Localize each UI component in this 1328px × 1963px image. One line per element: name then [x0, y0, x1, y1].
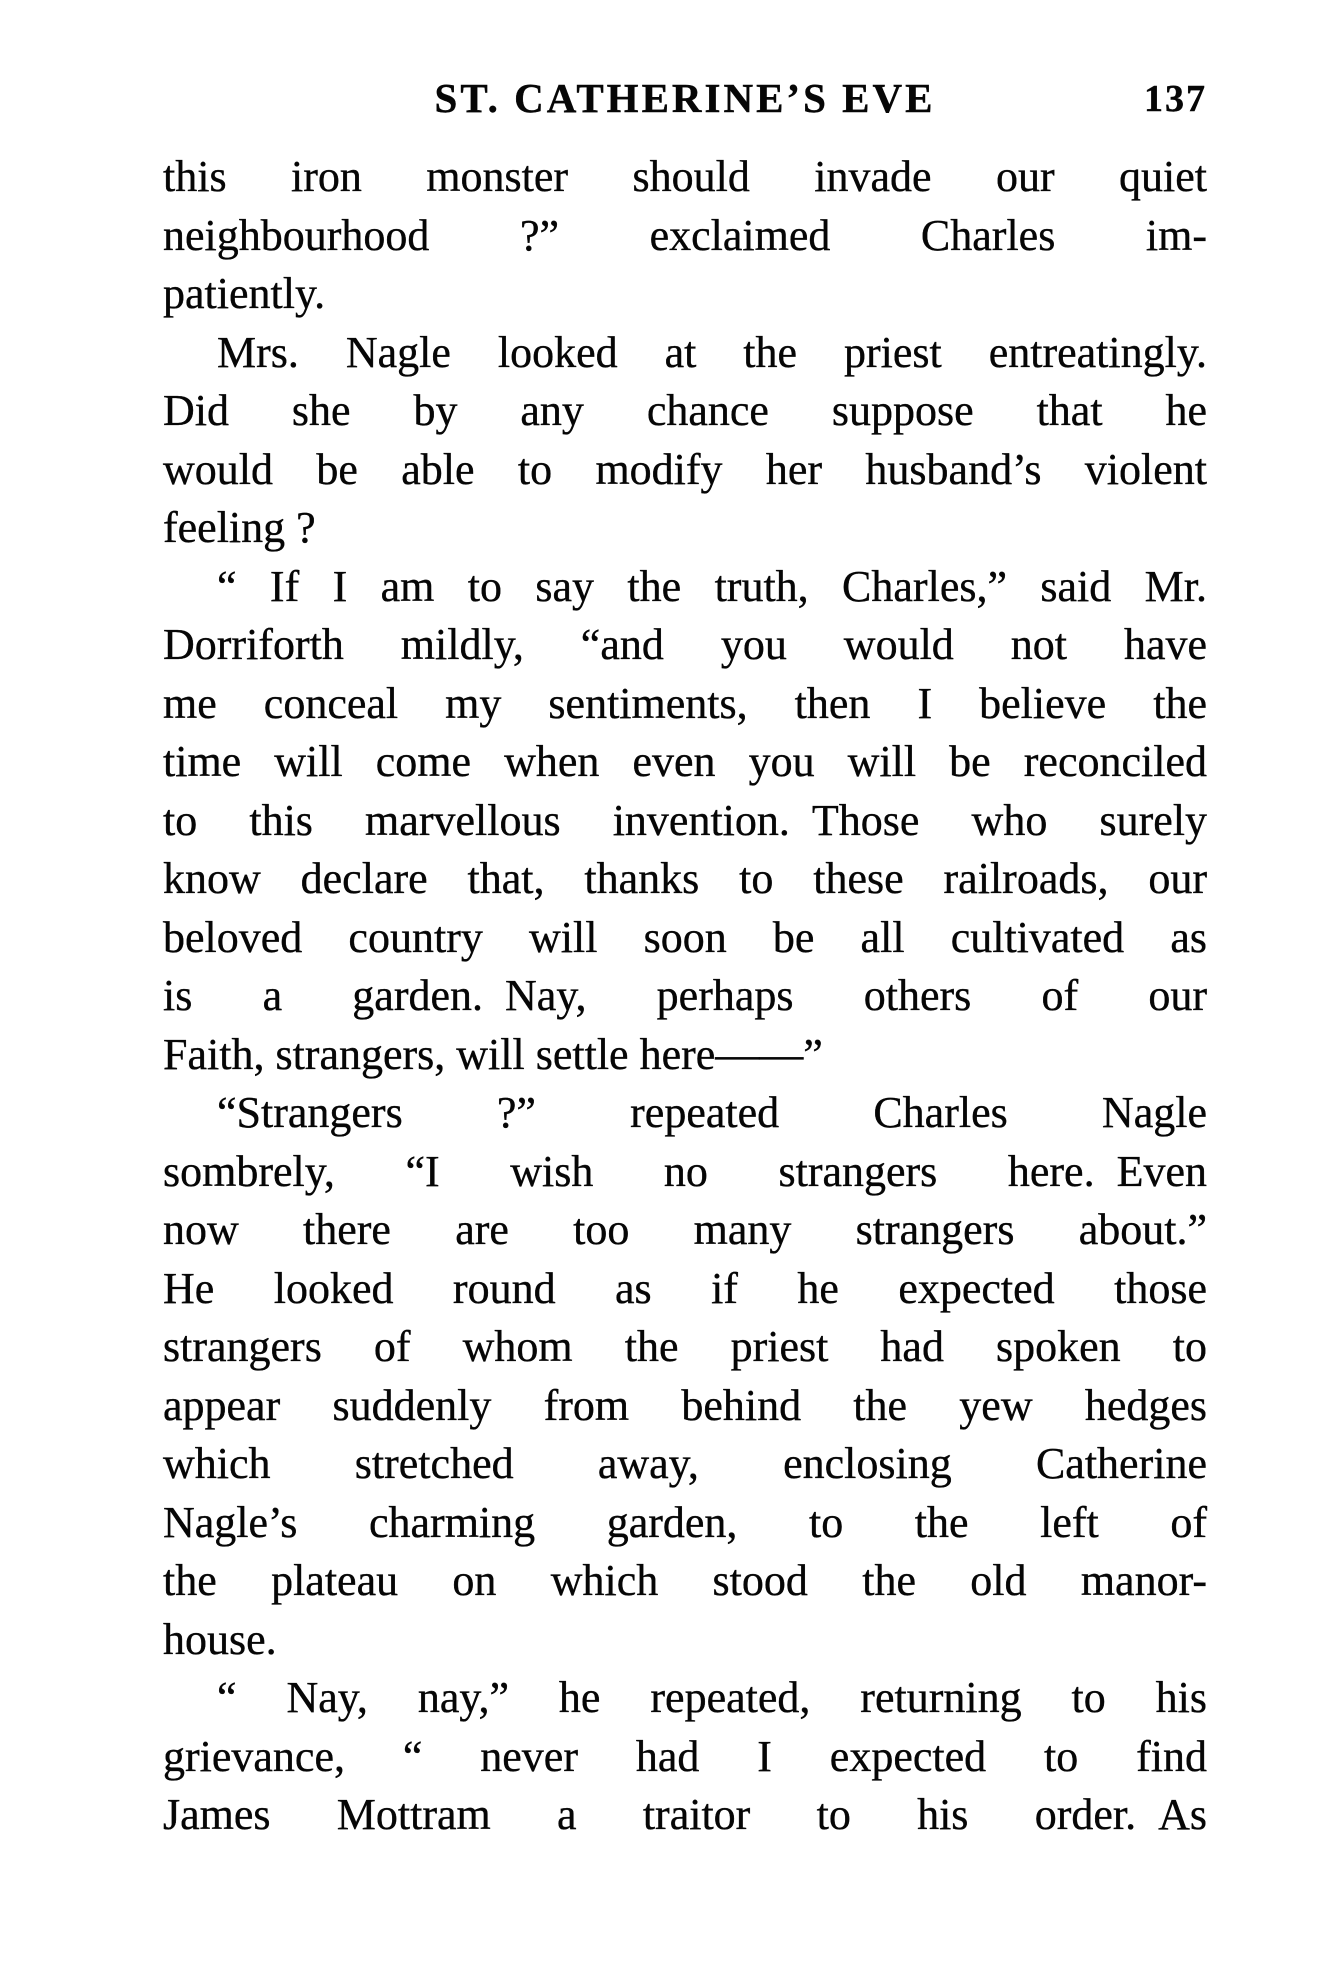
text-line: neighbourhood ?” exclaimed Charles im- — [163, 210, 1207, 260]
text-line: time will come when even you will be reconciled — [163, 737, 1207, 786]
text-line: Faith, strangers, will settle here——” — [163, 1029, 823, 1079]
text-line: know declare that, thanks to these railroads, our — [163, 854, 1207, 903]
text-line: to this marvellous invention. Those who surely — [163, 795, 1207, 845]
text-line: would be able to modify her husband’s violent — [163, 444, 1207, 494]
text-line: Dorriforth mildly, “and you would not have — [163, 620, 1207, 669]
text-line: appear suddenly from behind the yew hedges — [163, 1380, 1207, 1430]
text-line: sombrely, “I wish no strangers here. Even — [163, 1146, 1207, 1196]
text-line: which stretched away, enclosing Catherine — [163, 1439, 1207, 1488]
text-line: the plateau on which stood the old manor- — [163, 1556, 1207, 1605]
text-line: Nagle’s charming garden, to the left of — [163, 1497, 1207, 1547]
text-line: James Mottram a traitor to his order. As — [163, 1790, 1207, 1839]
text-line: He looked round as if he expected those — [163, 1263, 1207, 1313]
text-line: house. — [163, 1614, 277, 1664]
text-line: beloved country will soon be all cultivated as — [163, 912, 1207, 962]
text-line: grievance, “ never had I expected to find — [163, 1731, 1207, 1781]
text-line: feeling ? — [163, 503, 316, 552]
running-head-title: ST. CATHERINE’S EVE — [434, 75, 936, 121]
text-line: now there are too many strangers about.” — [163, 1205, 1207, 1254]
text-line: “ If I am to say the truth, Charles,” said Mr. — [217, 561, 1207, 611]
text-line: “Strangers ?” repeated Charles Nagle — [217, 1088, 1207, 1137]
text-line: Mrs. Nagle looked at the priest entreatingly. — [217, 327, 1207, 377]
text-line: is a garden. Nay, perhaps others of our — [163, 971, 1207, 1020]
page-header — [163, 74, 1207, 128]
text-line: strangers of whom the priest had spoken to — [163, 1322, 1207, 1371]
text-line: me conceal my sentiments, then I believe the — [163, 678, 1207, 728]
text-line: Did she by any chance suppose that he — [163, 386, 1207, 435]
text-line: “ Nay, nay,” he repeated, returning to his — [217, 1673, 1207, 1722]
page-number: 137 — [1144, 78, 1207, 120]
text-line: patiently. — [163, 269, 326, 318]
text-block — [163, 148, 1207, 1845]
text-line: this iron monster should invade our quiet — [163, 152, 1207, 201]
